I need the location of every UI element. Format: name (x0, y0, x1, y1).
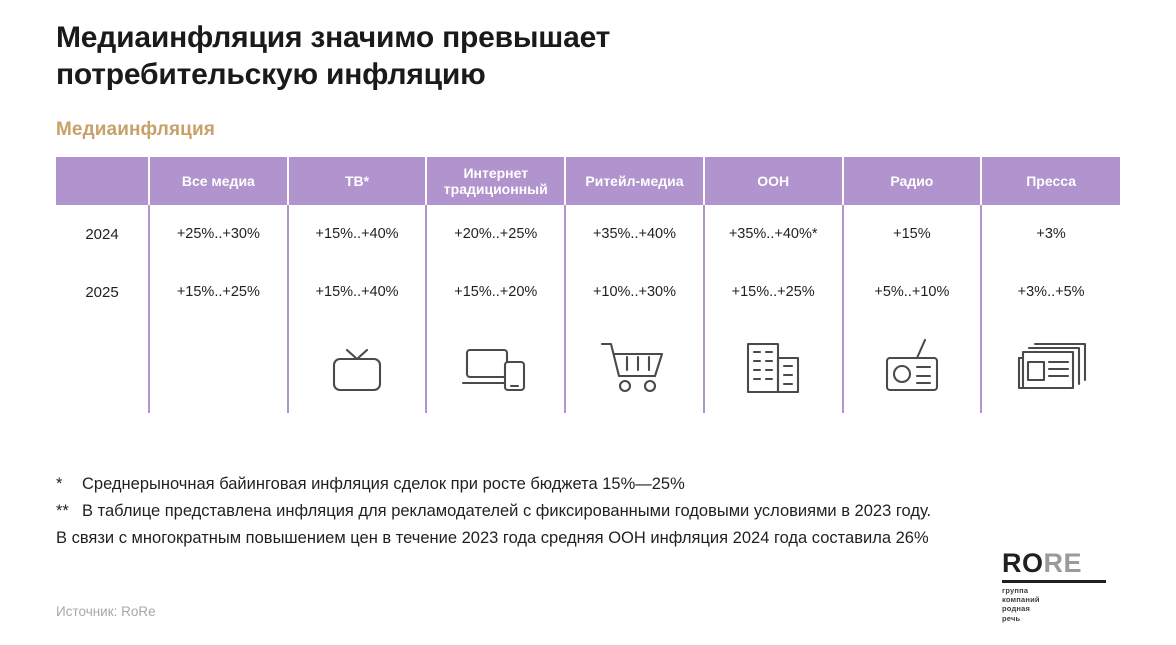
column-header-retail-media: Ритейл-медиа (565, 157, 704, 205)
table-header-row (56, 157, 1120, 205)
icon-cell-tv (288, 321, 427, 413)
column-header-all-media: Все медиа (149, 157, 288, 205)
column-header-press: Пресса (981, 157, 1120, 205)
logo-tagline-line3: родная (1002, 604, 1031, 614)
footnote-2 (56, 498, 1120, 525)
column-header-radio: Радио (843, 157, 982, 205)
media-inflation-table (56, 157, 1120, 413)
cell-2024-all-media: +25%..+30% (149, 205, 288, 263)
column-header-tv: ТВ* (288, 157, 427, 205)
cell-2025-internet: +15%..+20% (426, 263, 565, 321)
newspaper-icon (982, 321, 1120, 413)
cell-2024-press: +3% (1036, 226, 1066, 243)
row-year-2024: 2024 (56, 205, 149, 263)
logo-tagline-line1: группа (1002, 585, 1029, 595)
cell-2025-tv: +15%..+40% (288, 263, 427, 321)
logo (1002, 550, 1120, 623)
cell-2024-ooh: +35%..+40%* (704, 205, 843, 263)
table-row-2024 (56, 205, 1120, 263)
logo-tagline-line4: речь (1002, 613, 1021, 623)
footnote-2-mark: ** (56, 501, 69, 520)
tv-icon (289, 321, 426, 413)
cell-2025-retail-media: +10%..+30% (565, 263, 704, 321)
icon-cell-empty (56, 321, 149, 413)
icon-cell-internet (426, 321, 565, 413)
logo-tagline-line2: компаний (1002, 594, 1040, 604)
buildings-icon (705, 321, 842, 413)
cell-2024-retail-media: +35%..+40% (565, 205, 704, 263)
table-corner-cell (56, 157, 149, 205)
footnotes (56, 471, 1120, 551)
logo-tagline (1002, 586, 1120, 624)
footnote-3-text: В связи с многократным повышением цен в течение 2023 года средняя ООН инфляция 2024 года составила 26% (56, 528, 929, 547)
column-header-ooh: ООН (704, 157, 843, 205)
cell-2025-ooh: +15%..+25% (704, 263, 843, 321)
icon-cell-ooh (704, 321, 843, 413)
footnote-1-text: Среднерыночная байинговая инфляция сделок при росте бюджета 15%—25% (82, 475, 685, 494)
logo-part-ro: RO (1002, 548, 1044, 578)
cell-2025-all-media: +15%..+25% (149, 263, 288, 321)
table-row-icons (56, 321, 1120, 413)
section-subtitle: Медиаинфляция (56, 119, 215, 141)
cell-2024-internet: +20%..+25% (426, 205, 565, 263)
footnote-3 (56, 525, 1120, 552)
cell-2024-tv: +15%..+40% (288, 205, 427, 263)
icon-cell-radio (843, 321, 982, 413)
shopping-cart-icon (566, 321, 703, 413)
icon-cell-press (981, 321, 1120, 413)
row-year-2025: 2025 (56, 263, 149, 321)
logo-divider (1002, 580, 1106, 583)
column-header-internet: Интернет традиционный (426, 157, 565, 205)
icon-cell-all-media (149, 321, 288, 413)
table-header (56, 157, 1120, 205)
table-body (56, 205, 1120, 413)
cell-2025-radio: +5%..+10% (843, 263, 982, 321)
media-inflation-table-wrapper (56, 157, 1120, 413)
cell-2024-radio: +15% (843, 205, 982, 263)
table-row-2025 (56, 263, 1120, 321)
source-label: Источник: RoRe (56, 604, 156, 619)
logo-part-re: RE (1043, 548, 1083, 578)
footnote-1 (56, 471, 1120, 498)
cell-2025-press: +3%..+5% (1017, 284, 1085, 301)
footnote-1-mark: * (56, 475, 63, 494)
logo-wordmark (1002, 550, 1120, 577)
devices-icon (427, 321, 564, 413)
footnote-2-text: В таблице представлена инфляция для рекламодателей с фиксированными годовыми условиями в 2023 году. (82, 501, 932, 520)
page-title: Медиаинфляция значимо превышает потребительскую инфляцию (56, 21, 611, 91)
radio-icon (844, 321, 981, 413)
icon-cell-retail-media (565, 321, 704, 413)
